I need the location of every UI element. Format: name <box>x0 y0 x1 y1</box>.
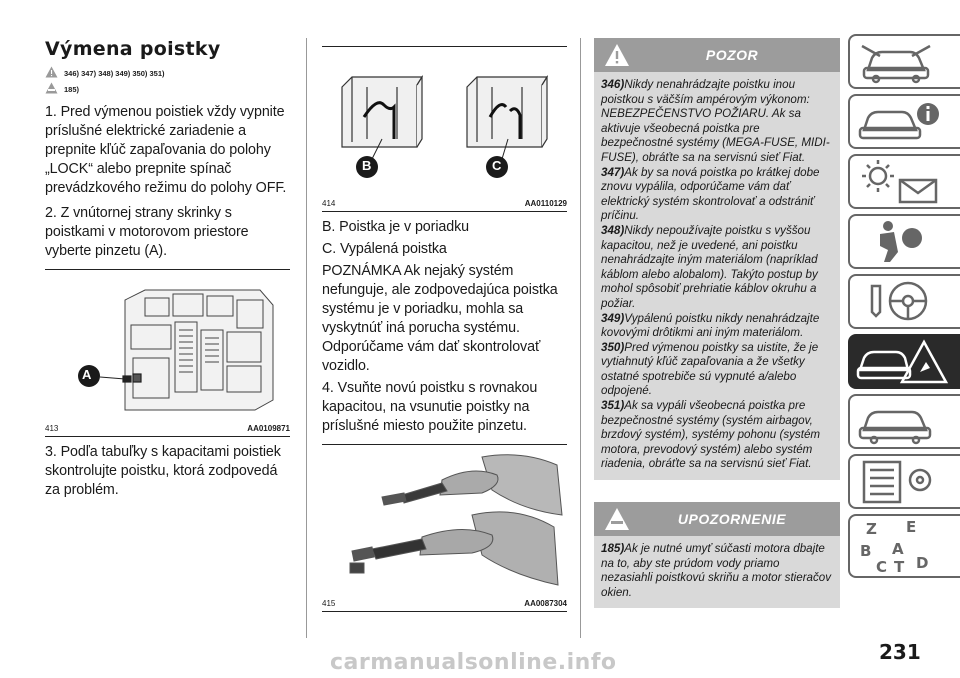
middle-column <box>322 38 567 612</box>
svg-text:Z: Z <box>866 520 877 538</box>
fuse-puller-illustration <box>322 445 567 597</box>
warning-note <box>601 341 833 399</box>
figure-code: AA0109871 <box>247 424 290 433</box>
tab-seatbelt-airbag[interactable] <box>848 214 960 269</box>
section-title: Výmena poistky <box>45 38 221 60</box>
steering-key-icon <box>850 276 950 326</box>
car-overview-icon <box>850 36 950 86</box>
upozornenie-box <box>594 502 840 608</box>
warning-note <box>601 399 833 472</box>
column-divider <box>580 38 581 638</box>
tab-car-info[interactable] <box>848 94 960 149</box>
figure-413 <box>45 269 290 422</box>
note-number: 185) <box>601 542 625 556</box>
note-number: 350) <box>601 340 625 354</box>
warning-triangle-icon <box>45 66 58 80</box>
index-icon <box>850 516 950 576</box>
figure-label-c: C <box>492 158 502 173</box>
note-number: 348) <box>601 223 625 237</box>
tab-car-maintenance[interactable] <box>848 394 960 449</box>
tab-technical-data[interactable] <box>848 454 960 509</box>
chapter-tabs <box>848 34 960 634</box>
figure-414-caption <box>322 197 567 212</box>
left-column <box>45 38 290 500</box>
figure-414 <box>322 46 567 197</box>
figure-415 <box>322 444 567 597</box>
pozor-notes <box>594 72 840 480</box>
page-number: 231 <box>879 640 921 664</box>
pozor-header <box>594 38 840 72</box>
step-2-text: 2. Z vnútornej strany skrinky s poistkami v motorovom priestore vyberte pinzetu (A). <box>45 205 249 259</box>
step-3-text: 3. Podľa tabuľky s kapacitami poistiek skontrolujte poistku, ktorá zodpovedá za problém. <box>45 444 281 498</box>
tab-car-overview[interactable] <box>848 34 960 89</box>
figure-number: 413 <box>45 424 59 433</box>
warning-note <box>601 312 833 341</box>
svg-text:B: B <box>860 542 872 560</box>
note-text: Vypálenú poistku nikdy nenahrádzajte kovovými drôtikmi ani iným materiálom. <box>601 311 820 340</box>
car-info-icon <box>850 96 950 146</box>
svg-text:C: C <box>876 558 888 576</box>
fuse-box-illustration <box>45 270 290 422</box>
svg-text:T: T <box>894 558 905 576</box>
figure-code: AA0110129 <box>524 199 567 208</box>
svg-text:E: E <box>906 518 917 536</box>
column-divider <box>306 38 307 638</box>
note-text: Ak sa vypáli všeobecná poistka pre bezpečnostné systémy (systém airbagov, brzdový systém), systémy pohonu (systém motora, prevodový systém) alebo systém riadenia, obráťte sa na servisnú sieť Fiat. <box>601 399 821 471</box>
figure-label-a: A <box>82 367 92 382</box>
technical-data-icon <box>850 456 950 506</box>
fuse-ok-text: B. Poistka je v poriadku <box>322 219 469 235</box>
caution-icon <box>604 507 630 536</box>
warning-note <box>601 78 833 166</box>
warning-lights-icon <box>850 156 950 206</box>
warning-refs <box>45 65 290 81</box>
watermark: carmanualsonline.info <box>330 650 617 675</box>
fuse-blown-text: C. Vypálená poistka <box>322 241 447 257</box>
svg-text:A: A <box>892 540 904 558</box>
tab-index[interactable] <box>848 514 960 578</box>
note-text: Ak je nutné umyť súčasti motora dbajte na to, aby ste prúdom vody priamo nezasiahli poistkovú skriňu a motor stieračov okien. <box>601 542 832 599</box>
note-number: 349) <box>601 311 625 325</box>
step-1-text: 1. Pred výmenou poistiek vždy vypnite príslušné elektrické zariadenie a prepnite kľúč zapaľovania do polohy „LOCK“ alebo prepnite spínač prevádzkového režimu do polohy OFF. <box>45 104 287 196</box>
car-maintenance-icon <box>850 396 950 446</box>
upozornenie-notes <box>594 536 840 608</box>
note-text: POZNÁMKA Ak nejaký systém nefunguje, ale zodpovedajúca poistka systému je v poriadku, mohla sa vyskytnúť iná porucha systému. Odporúčame vám dať skontrolovať vozidlo. <box>322 263 558 374</box>
tab-emergency[interactable] <box>848 334 960 389</box>
tab-warning-lights[interactable] <box>848 154 960 209</box>
figure-label-b: B <box>362 158 372 173</box>
caution-refs-text: 185) <box>64 84 80 94</box>
fuse-comparison-illustration <box>322 47 567 197</box>
figure-413-caption <box>45 422 290 437</box>
upozornenie-title: UPOZORNENIE <box>677 511 787 528</box>
note-text: Ak by sa nová poistka po krátkej dobe znovu vypálila, odporúčame vám dať elektrický systém skontrolovať a odstrániť príčinu. <box>601 165 820 223</box>
warning-refs-text: 346) 347) 348) 349) 350) 351) <box>64 68 165 78</box>
note-number: 347) <box>601 165 625 179</box>
warning-triangle-icon <box>604 43 630 72</box>
warning-note <box>601 542 833 600</box>
right-column <box>594 38 840 608</box>
figure-number: 415 <box>322 599 336 608</box>
caution-icon <box>45 82 58 96</box>
note-number: 346) <box>601 78 625 91</box>
warning-note <box>601 224 833 312</box>
caution-refs <box>45 81 290 97</box>
figure-415-caption <box>322 597 567 612</box>
note-text: Nikdy nepoužívajte poistku s vyššou kapacitou, než je uvedené, ani poistku nenahrádzajte iným materiálom (napríklad káblom alebo alobalom). Takýto postup by mohol spôsobiť prehriatie káblov okruhu a požiar. <box>601 223 818 310</box>
svg-text:D: D <box>916 554 929 572</box>
warning-note <box>601 166 833 224</box>
note-number: 351) <box>601 399 625 413</box>
pozor-title: POZOR <box>705 47 759 63</box>
seatbelt-airbag-icon <box>850 216 950 266</box>
emergency-icon <box>850 336 950 386</box>
note-text: Nikdy nenahrádzajte poistku inou poistkou s väčším ampérovým výkonom: NEBEZPEČENSTVO POŽIARU. Ak sa aktivuje všeobecná poistka pre bezpečnostné systémy (MEGA-FUSE, MIDI-FUSE), obráťte sa na servisnú sieť Fiat. <box>601 78 830 164</box>
figure-code: AA0087304 <box>524 599 567 608</box>
tab-steering-key[interactable] <box>848 274 960 329</box>
note-text: Pred výmenou poistky sa uistite, že je vytiahnutý kľúč zapaľovania a že všetky ostatné spotrebiče sú vypnuté a/alebo odpojené. <box>601 340 819 398</box>
figure-number: 414 <box>322 199 336 208</box>
upozornenie-header <box>594 502 840 536</box>
pozor-box <box>594 38 840 480</box>
step-4-text: 4. Vsuňte novú poistku s rovnakou kapacitou, na vsunutie poistky na príslušné miesto použite pinzetu. <box>322 380 538 434</box>
